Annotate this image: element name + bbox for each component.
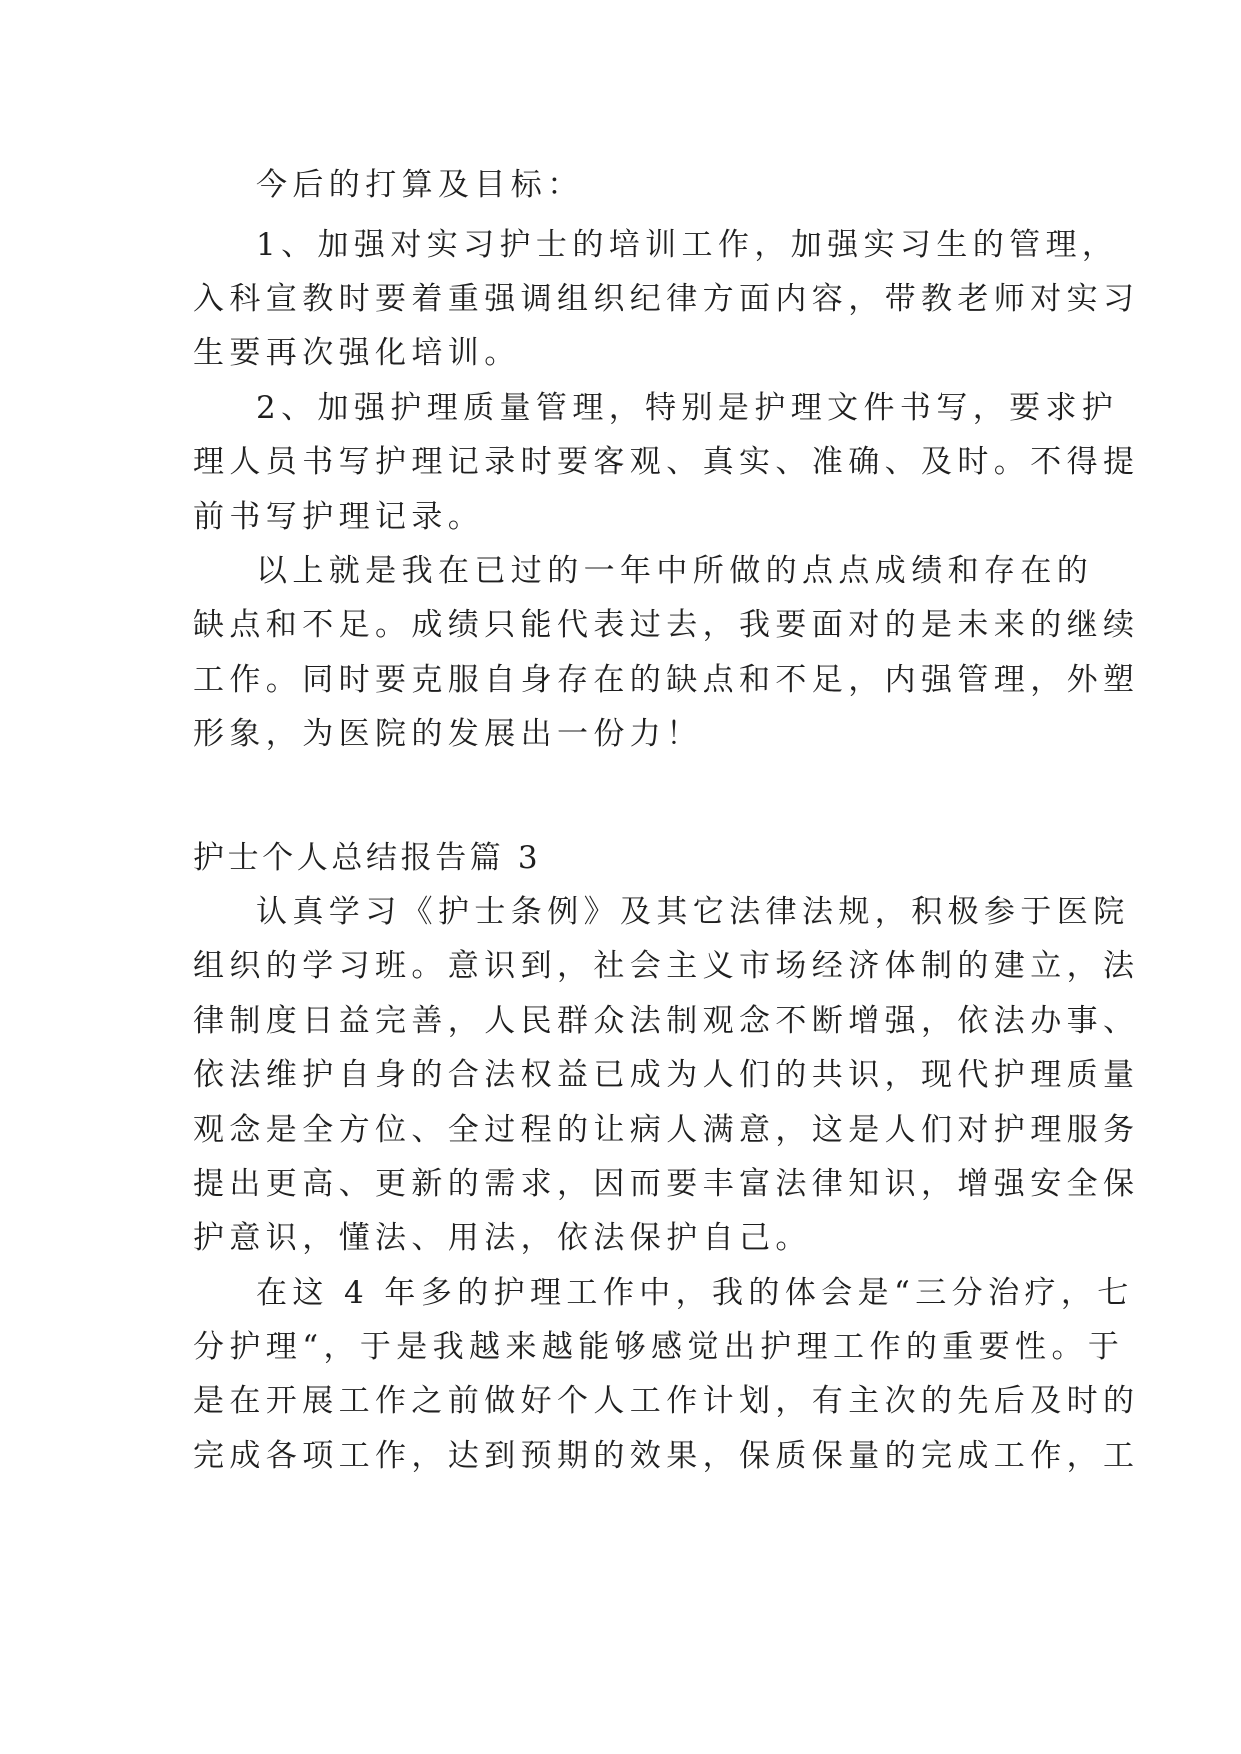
section-heading: 护士个人总结报告篇 3 bbox=[193, 840, 542, 876]
paragraph-summary-line-3: 工作。同时要克服自身存在的缺点和不足，内强管理，外塑 bbox=[193, 662, 1140, 698]
paragraph-item-2-line-3: 前书写护理记录。 bbox=[193, 499, 485, 535]
paragraph-law-line-6: 提出更高、更新的需求，因而要丰富法律知识，增强安全保 bbox=[193, 1166, 1140, 1202]
paragraph-experience-line-4: 完成各项工作，达到预期的效果，保质保量的完成工作，工 bbox=[193, 1438, 1140, 1474]
paragraph-law-line-7: 护意识，懂法、用法，依法保护自己。 bbox=[193, 1220, 812, 1256]
paragraph-item-2-line-1: 2、加强护理质量管理，特别是护理文件书写，要求护 bbox=[256, 390, 1119, 426]
paragraph-law-line-3: 律制度日益完善，人民群众法制观念不断增强，依法办事、 bbox=[193, 1003, 1140, 1039]
paragraph-item-1-line-1: 1、加强对实习护士的培训工作，加强实习生的管理， bbox=[256, 227, 1119, 263]
paragraph-law-line-1: 认真学习《护士条例》及其它法律法规，积极参于医院 bbox=[256, 894, 1130, 930]
paragraph-summary-line-1: 以上就是我在已过的一年中所做的点点成绩和存在的 bbox=[256, 553, 1094, 589]
paragraph-law-line-4: 依法维护自身的合法权益已成为人们的共识，现代护理质量 bbox=[193, 1057, 1140, 1093]
paragraph-law-line-5: 观念是全方位、全过程的让病人满意，这是人们对护理服务 bbox=[193, 1112, 1140, 1148]
paragraph-experience-line-1: 在这 4 年多的护理工作中，我的体会是“三分治疗，七 bbox=[256, 1275, 1134, 1311]
paragraph-summary-line-4: 形象，为医院的发展出一份力！ bbox=[193, 716, 703, 752]
paragraph-item-2-line-2: 理人员书写护理记录时要客观、真实、准确、及时。不得提 bbox=[193, 444, 1140, 480]
paragraph-goals-title: 今后的打算及目标： bbox=[256, 167, 584, 203]
paragraph-law-line-2: 组织的学习班。意识到，社会主义市场经济体制的建立，法 bbox=[193, 948, 1140, 984]
paragraph-summary-line-2: 缺点和不足。成绩只能代表过去，我要面对的是未来的继续 bbox=[193, 607, 1140, 643]
paragraph-item-1-line-3: 生要再次强化培训。 bbox=[193, 335, 521, 371]
paragraph-experience-line-2: 分护理“，于是我越来越能够感觉出护理工作的重要性。于 bbox=[193, 1329, 1125, 1365]
paragraph-experience-line-3: 是在开展工作之前做好个人工作计划，有主次的先后及时的 bbox=[193, 1383, 1140, 1419]
paragraph-item-1-line-2: 入科宣教时要着重强调组织纪律方面内容，带教老师对实习 bbox=[193, 281, 1140, 317]
